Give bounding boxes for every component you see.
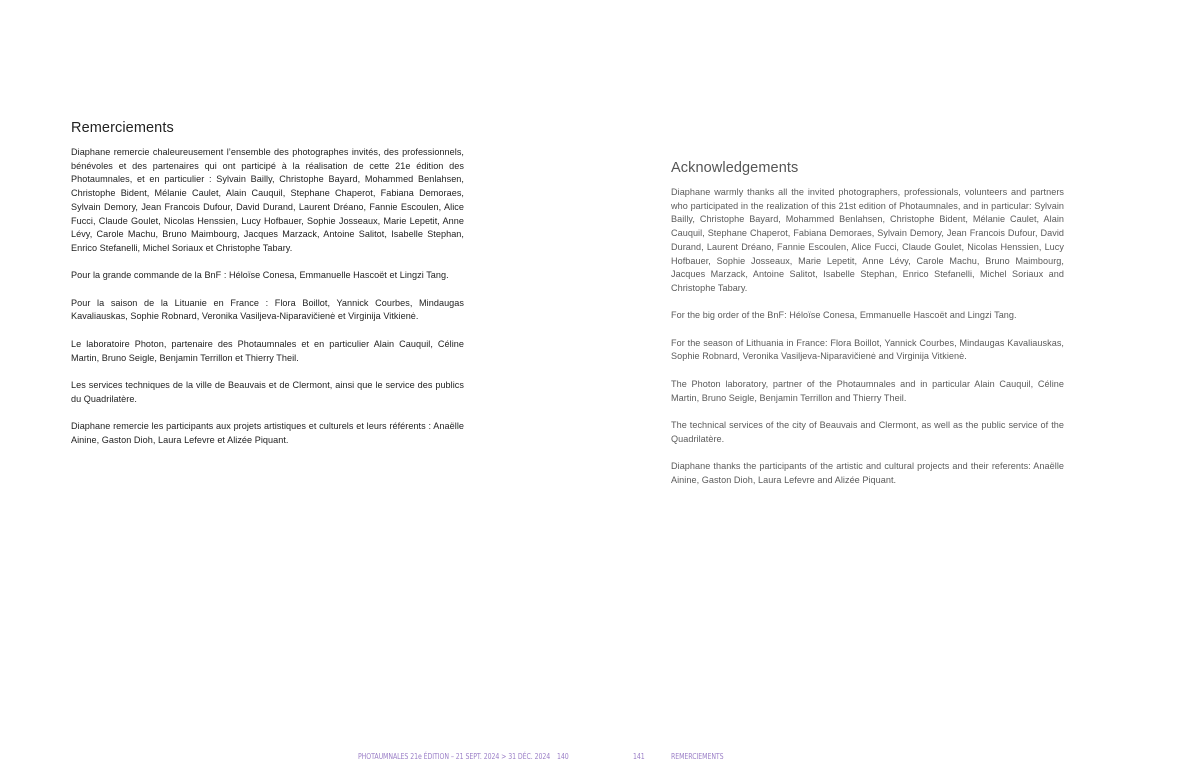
- footer-edition-label: PHOTAUMNALES 21e ÉDITION – 21 SEPT. 2024 > 31 DÉC. 2024: [358, 752, 551, 761]
- page-title-english: Acknowledgements: [671, 160, 799, 176]
- paragraph: Les services techniques de la ville de Beauvais et de Clermont, ainsi que le service des publics du Quadrilatère.: [71, 379, 464, 404]
- paragraph: The technical services of the city of Beauvais and Clermont, as well as the public service of the Quadrilatère.: [671, 419, 1064, 444]
- paragraph: Diaphane remercie chaleureusement l’ensemble des photographes invités, des professionnels, bénévoles et des partenaires qui ont participé à la réalisation de cette 21e édition des Photaumnales, et en particulier : Sylvain Bailly, Christophe Bayard, Mohammed Benlahsen, Christophe Bident, Mélanie Caulet, Alain Cauquil, Stephane Chaperot, Fabiana Demoraes, Sylvain Demory, Jean Francois Dufour, David Durand, Laurent Dréano, Fannie Escoulen, Alice Fucci, Claude Goulet, Nicolas Henssien, Lucy Hofbauer, Sophie Josseaux, Marie Lepetit, Anne Lévy, Carole Machu, Bruno Maimbourg, Jacques Marzack, Antoine Salitot, Isabelle Stephan, Enrico Stefanelli, Michel Soriaux et Christophe Tabary.: [71, 147, 464, 253]
- english-text-column: [671, 159, 1064, 501]
- paragraph: For the season of Lithuania in France: Flora Boillot, Yannick Courbes, Mindaugas Kavaliauskas, Sophie Robnard, Veronika Vasiljeva-Niparavičienė and Virginija Vitkienė.: [671, 337, 1064, 362]
- page-title-french: Remerciements: [71, 120, 174, 136]
- paragraph: Diaphane thanks the participants of the artistic and cultural projects and their referents: Anaëlle Ainine, Gaston Dioh, Laura Lefevre and Alizée Piquant.: [671, 460, 1064, 485]
- paragraph: The Photon laboratory, partner of the Photaumnales and in particular Alain Cauquil, Céline Martin, Bruno Seigle, Benjamin Terrillon and Thierry Theil.: [671, 378, 1064, 403]
- paragraph: Pour la saison de la Lituanie en France : Flora Boillot, Yannick Courbes, Mindaugas Kavaliauskas, Sophie Robnard, Veronika Vasiljeva-Niparavičienė et Virginija Vitkienė.: [71, 297, 464, 322]
- paragraph: Diaphane remercie les participants aux projets artistiques et culturels et leurs référents : Anaëlle Ainine, Gaston Dioh, Laura Lefevre et Alizée Piquant.: [71, 420, 464, 445]
- page-number-right: 141: [633, 752, 645, 761]
- paragraph: For the big order of the BnF: Héloïse Conesa, Emmanuelle Hascoët and Lingzi Tang.: [671, 310, 1017, 321]
- footer-section-label: REMERCIEMENTS: [671, 752, 724, 761]
- page-number-left: 140: [557, 752, 569, 761]
- paragraph: Diaphane warmly thanks all the invited photographers, professionals, volunteers and partners who participated in the realization of this 21st edition of Photaumnales, and in particular: Sylvain Bailly, Christophe Bayard, Mohammed Benlahsen, Christophe Bident, Mélanie Caulet, Alain Cauquil, Stephane Chaperot, Fabiana Demoraes, Sylvain Demory, Jean Francois Dufour, David Durand, Laurent Dréano, Fannie Escoulen, Alice Fucci, Claude Goulet, Nicolas Henssien, Lucy Hofbauer, Sophie Josseaux, Marie Lepetit, Anne Lévy, Carole Machu, Bruno Maimbourg, Jacques Marzack, Antoine Salitot, Isabelle Stephan, Enrico Stefanelli, Michel Soriaux and Christophe Tabary.: [671, 187, 1064, 293]
- right-page: [600, 0, 1200, 778]
- paragraph: Pour la grande commande de la BnF : Héloïse Conesa, Emmanuelle Hascoët et Lingzi Tang.: [71, 270, 449, 281]
- paragraph: Le laboratoire Photon, partenaire des Photaumnales et en particulier Alain Cauquil, Céline Martin, Bruno Seigle, Benjamin Terrillon et Thierry Theil.: [71, 338, 464, 363]
- french-text-column: [71, 119, 464, 461]
